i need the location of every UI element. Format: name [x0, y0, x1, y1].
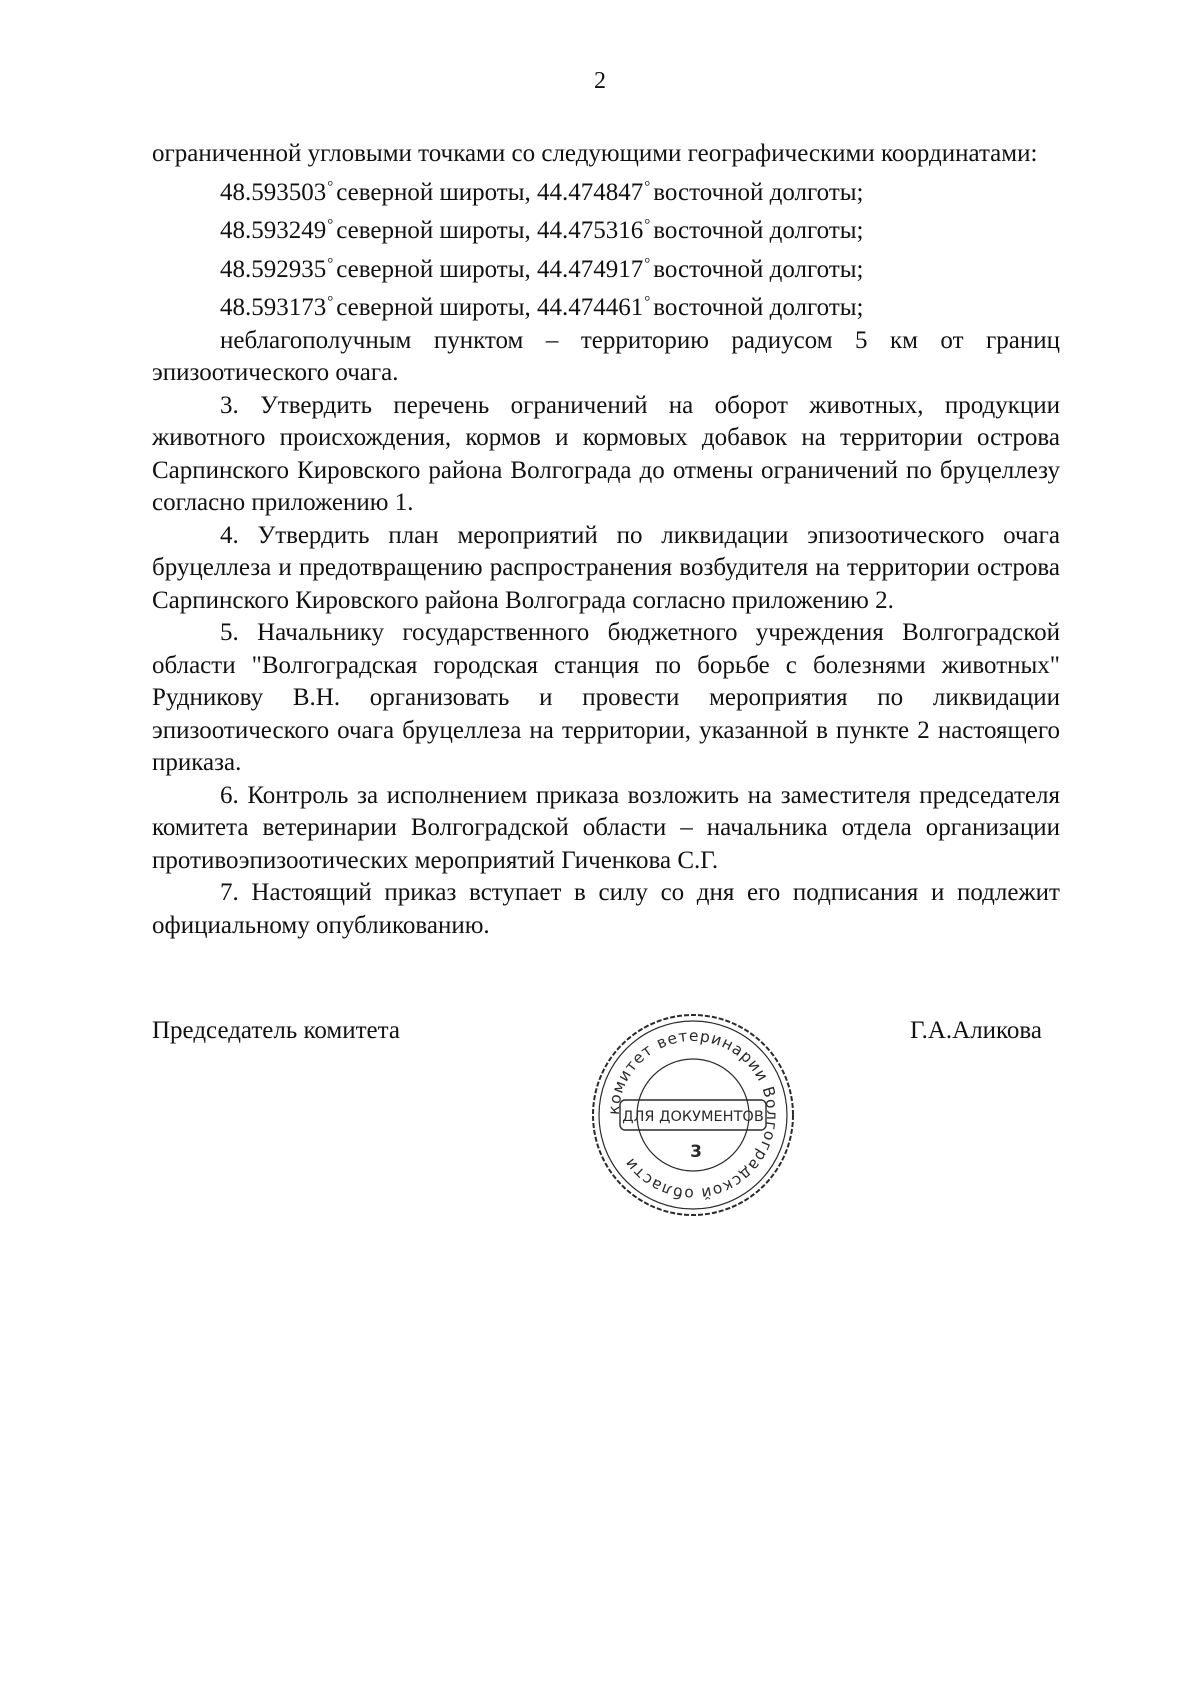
signatory-name: Г.А.Аликова — [909, 1017, 1042, 1044]
latitude-value: 48.592935 — [220, 255, 327, 283]
latitude-label: северной широты, — [336, 255, 531, 283]
degree-sign: ° — [644, 294, 651, 310]
coordinate-line — [152, 286, 1060, 325]
longitude-label: восточной долготы; — [653, 294, 864, 321]
paragraph-6: 6. Контроль за исполнением приказа возложить на заместителя председателя комитета ветеринарии Волгоградской области – начальника отдела организации противоэпизоотических мероприятий Гиченкова С.Г. — [152, 781, 1060, 874]
paragraph-7: 7. Настоящий приказ вступает в силу со дня его подписания и подлежит официальному опубликованию. — [152, 879, 1060, 939]
degree-sign: ° — [327, 178, 334, 195]
coordinate-line — [152, 209, 1060, 248]
latitude-label: северной широты, — [336, 178, 531, 206]
longitude-label: восточной долготы; — [653, 255, 864, 283]
official-stamp — [578, 1000, 808, 1230]
stamp-number: 3 — [690, 1142, 702, 1162]
longitude-label: восточной долготы; — [653, 178, 864, 206]
coordinate-line — [152, 171, 1060, 210]
longitude-value: 44.474917 — [537, 255, 644, 283]
signatory-title: Председатель комитета — [152, 1017, 400, 1044]
degree-sign: ° — [644, 217, 651, 233]
degree-sign: ° — [644, 255, 651, 272]
coordinate-line — [152, 248, 1060, 287]
longitude-value: 44.474461 — [537, 294, 644, 321]
longitude-value: 44.474847 — [537, 178, 644, 206]
paragraph-3: 3. Утвердить перечень ограничений на оборот животных, продукции животного происхождения, кормов и кормовых добавок на территории острова Сарпинского Кировского района Волгограда до отмены ограничений по бруцеллезу согласно приложению 1. — [152, 391, 1060, 516]
latitude-label: северной широты, — [336, 294, 531, 321]
stamp-ring-text: комитет ветеринарии Волгоградской области — [604, 1026, 782, 1204]
paragraph-unfavorable-point: неблагополучным пунктом – территорию радиусом 5 км от границ эпизоотического очага. — [152, 326, 1060, 386]
longitude-value: 44.475316 — [537, 217, 644, 244]
latitude-label: северной широты, — [336, 217, 531, 244]
document-body — [152, 138, 1060, 942]
paragraph-4: 4. Утвердить план мероприятий по ликвидации эпизоотического очага бруцеллеза и предотвращению распространения возбудителя на территории острова Сарпинского Кировского района Волгограда согласно приложению 2. — [152, 521, 1060, 614]
page-number: 2 — [594, 68, 606, 94]
latitude-value: 48.593173 — [220, 294, 327, 321]
latitude-value: 48.593249 — [220, 217, 327, 244]
paragraph-intro: ограниченной угловыми точками со следующими географическими координатами: — [152, 140, 1038, 167]
longitude-label: восточной долготы; — [653, 217, 864, 244]
degree-sign: ° — [644, 178, 651, 195]
degree-sign: ° — [327, 294, 334, 310]
stamp-center-text: ДЛЯ ДОКУМЕНТОВ — [622, 1109, 764, 1125]
latitude-value: 48.593503 — [220, 178, 327, 206]
paragraph-5: 5. Начальнику государственного бюджетного учреждения Волгоградской области "Волгоградская городская станция по борьбе с болезнями животных" Рудникову В.Н. организовать и провести мероприятия по ликвидации эпизоотического очага бруцеллеза на территории, указанной в пункте 2 настоящего приказа. — [152, 619, 1060, 776]
degree-sign: ° — [327, 255, 334, 272]
degree-sign: ° — [327, 217, 334, 233]
